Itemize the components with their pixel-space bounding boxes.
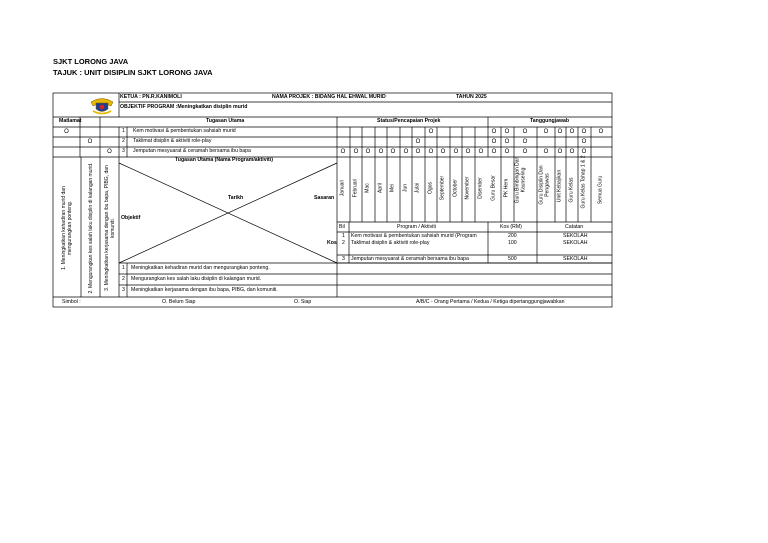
legend-siap: O. Siap	[294, 299, 312, 305]
status-mark: O	[365, 149, 371, 155]
status-header: Status/Pencapaian Projek	[377, 118, 441, 124]
month-header: Februari	[352, 178, 359, 198]
school-crest-logo	[87, 94, 117, 116]
month-header: November	[464, 176, 471, 200]
status-mark: O	[557, 129, 563, 135]
activity-header-kos: Kos (RM)	[500, 224, 522, 230]
status-mark: O	[415, 149, 421, 155]
activity-catatan: SEKOLAH	[563, 233, 588, 239]
status-mark: O	[491, 139, 497, 145]
activity-catatan: SEKOLAH	[563, 256, 588, 262]
status-mark: O	[478, 149, 484, 155]
status-mark: O	[522, 149, 528, 155]
task-text: Jemputan mesyuarat & ceramah bersama ibu bapa	[133, 148, 251, 154]
goal-vertical: 1. Meningkatkan kehadiran murid dan mengurangkan ponteng.	[61, 186, 73, 270]
status-mark: O	[569, 129, 575, 135]
responsible-header: Guru Bimbingan Dan Kaunseling	[514, 156, 526, 204]
status-mark: O	[581, 129, 587, 135]
status-mark: O	[543, 149, 549, 155]
task-text: Taklimat disiplin & aktiviti role-play	[133, 138, 212, 144]
legend-simbol: Simbol :	[62, 299, 81, 305]
activity-bil: 2	[342, 240, 345, 246]
responsible-header: Unit Kebajikan	[556, 169, 563, 203]
status-mark: O	[107, 149, 112, 155]
matlamat-header: Matlamat	[59, 118, 82, 124]
responsible-header: Guru Kelas Tahap 1 & 2	[580, 155, 587, 209]
task-no: 1	[122, 128, 125, 134]
activity-catatan: SEKOLAH	[563, 240, 588, 246]
goal-vertical: 3. Meningkatkan kerjasama dengan ibu bapa, PIBG, dan komuniti.	[104, 165, 116, 291]
status-mark: O	[522, 139, 528, 145]
project-name: NAMA PROJEK : BIDANG HAL EHWAL MURID	[272, 94, 386, 100]
month-header: October	[452, 179, 459, 197]
month-header: Januari	[339, 179, 346, 197]
month-header: April	[377, 182, 384, 194]
status-mark: O	[569, 149, 575, 155]
status-mark: O	[543, 129, 549, 135]
activity-header-program: Program / Aktiviti	[397, 224, 436, 230]
month-header: Disember	[477, 177, 484, 199]
status-mark: O	[504, 149, 510, 155]
page-title: TAJUK : UNIT DISIPLIN SJKT LORONG JAVA	[53, 68, 213, 77]
activity-kos: 500	[508, 256, 517, 262]
responsible-header: Guru Besar	[490, 175, 497, 201]
status-mark: O	[491, 149, 497, 155]
status-mark: O	[415, 139, 421, 145]
task-no: 2	[122, 138, 125, 144]
status-mark: O	[440, 149, 446, 155]
activity-kos: 200	[508, 233, 517, 239]
responsible-header: PK Hem	[503, 178, 510, 198]
goal-vertical: 2. Mengurangkan kes salah laku disiplin di kalangan murid.	[88, 162, 94, 294]
legend-abc: A/B/C - Orang Pertama / Kedua / Ketiga dipertanggungjawabkan	[416, 299, 565, 305]
task-no: 3	[122, 148, 125, 154]
school-name: SJKT LORONG JAVA	[53, 57, 129, 66]
status-mark: O	[557, 149, 563, 155]
status-mark: O	[390, 149, 396, 155]
activity-header-bil: Bil	[339, 224, 345, 230]
status-mark: O	[453, 149, 459, 155]
month-header: Mac	[364, 183, 371, 193]
month-header: Jun	[402, 183, 409, 193]
objective-text: Meningkatkan kehadiran murid dan mengurangkan ponteng.	[131, 265, 270, 271]
status-mark: O	[403, 149, 409, 155]
month-header: Ogos	[427, 182, 434, 194]
responsible-header: Semua Guru	[597, 175, 604, 205]
objective-no: 1	[122, 265, 125, 271]
status-mark: O	[353, 149, 359, 155]
status-mark: O	[504, 129, 510, 135]
sasaran-label: Sasaran	[314, 195, 335, 201]
month-header: Mei	[389, 183, 396, 193]
objective-text: Meningkatkan kerjasama dengan ibu bapa, PIBG, dan komuniti.	[131, 287, 278, 293]
status-mark: O	[378, 149, 384, 155]
status-mark: O	[340, 149, 346, 155]
status-mark: O	[428, 149, 434, 155]
task-text: Kem motivasi & pembentukan sahsiah murid	[133, 128, 236, 134]
kos-label: Kos	[327, 240, 337, 246]
activity-program: Kem motivasi & pembentukan sahsiah murid (Program	[351, 233, 477, 239]
tugasan-header: Tugasan Utama	[206, 118, 245, 124]
diagram-title: Tugasan Utama (Nama Program/aktiviti)	[175, 157, 273, 163]
activity-bil: 3	[342, 256, 345, 262]
legend-belum-siap: O. Belum Siap	[162, 299, 196, 305]
objective-no: 3	[122, 287, 125, 293]
activity-program: Taklimat disiplin & aktiviti role-play	[351, 240, 430, 246]
tanggungjawab-header: Tanggungjawab	[530, 118, 570, 124]
objective-no: 2	[122, 276, 125, 282]
activity-bil: 1	[342, 233, 345, 239]
status-mark: O	[465, 149, 471, 155]
objective-text: Mengurangkan kes salah laku disiplin di kalangan murid.	[131, 276, 262, 282]
year-label: TAHUN 2025	[456, 94, 487, 100]
status-mark: O	[581, 139, 587, 145]
responsible-header: Guru Disiplin Dan Pengawas	[538, 165, 550, 205]
status-mark: O	[491, 129, 497, 135]
status-mark: O	[504, 139, 510, 145]
objektif-label: Objektif	[121, 215, 141, 221]
status-mark: O	[598, 129, 604, 135]
responsible-header: Guru Kelas	[568, 177, 575, 203]
month-header: Julai	[414, 182, 421, 194]
status-mark: O	[87, 139, 93, 145]
status-mark: O	[428, 129, 434, 135]
status-mark: O	[64, 129, 69, 135]
activity-kos: 100	[508, 240, 517, 246]
status-mark: O	[581, 149, 587, 155]
status-mark: O	[522, 129, 528, 135]
month-header: September	[439, 175, 446, 201]
program-objective: OBJEKTIF PROGRAM :Meningkatkan disiplin murid	[120, 104, 248, 110]
activity-program: Jemputan mesyuarat & ceramah bersama ibu bapa	[351, 256, 469, 262]
activity-header-catatan: Catatan	[565, 224, 584, 230]
tarikh-label: Tarikh	[228, 195, 244, 201]
ketua-label: KETUA : PN.R.KANIMOLI	[120, 94, 182, 100]
